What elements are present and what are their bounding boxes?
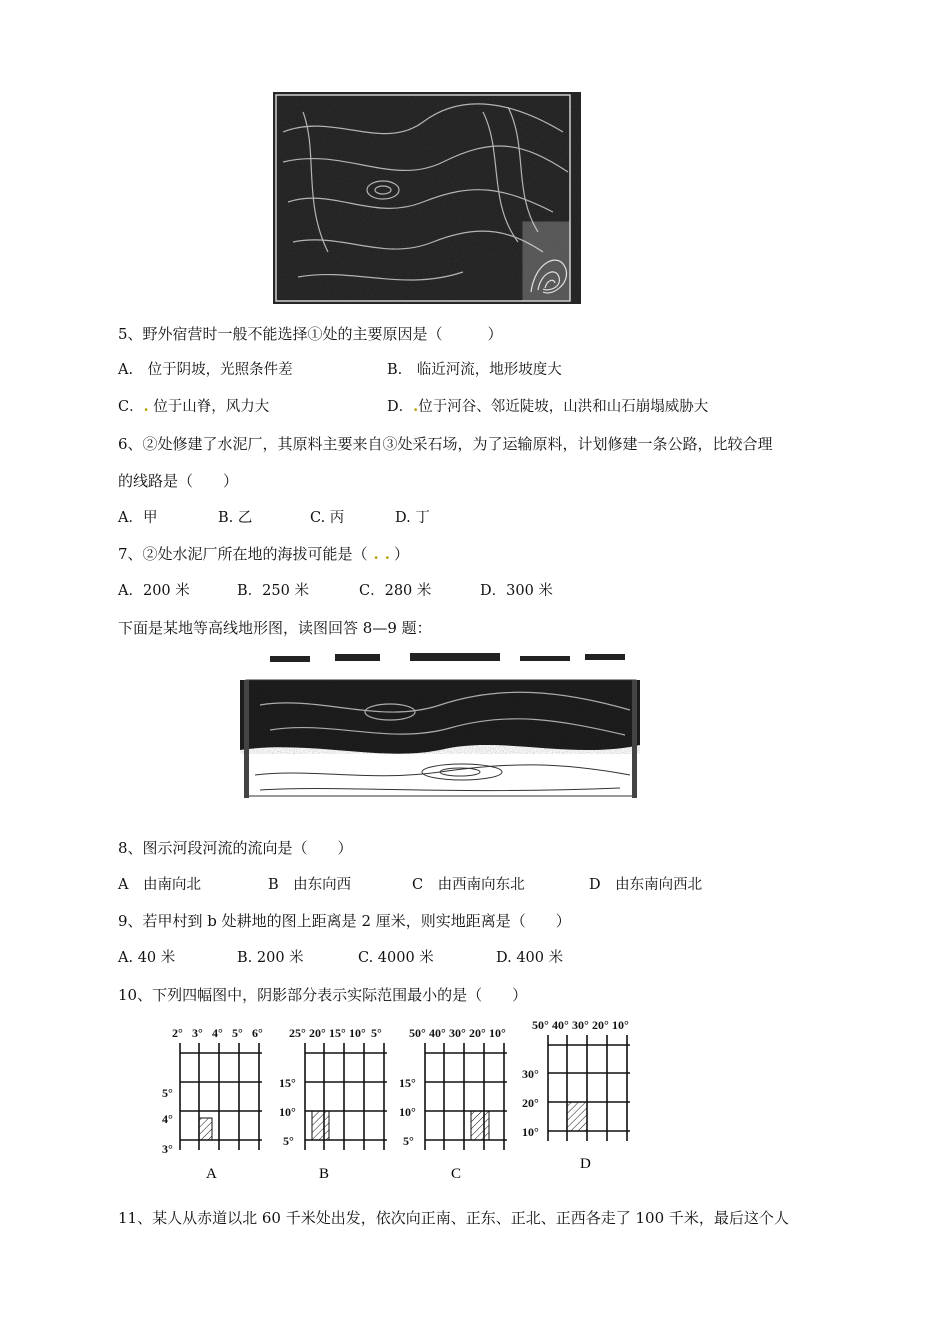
grid-a-top-label: 2°: [172, 1026, 183, 1040]
lat-long-grids-figure: [150, 1015, 650, 1185]
grid-c-top-label: 20°: [469, 1026, 486, 1040]
grid-b-label: B: [319, 1166, 330, 1182]
question-7-option-d: D．300 米: [480, 583, 553, 599]
question-8-option-b-letter: B 由: [268, 877, 308, 893]
question-6-option-a: A．甲: [118, 510, 158, 526]
grid-d-top-label: 50°: [532, 1018, 549, 1032]
grid-b-left-label: 5°: [283, 1134, 294, 1148]
grid-c-top-label: 10°: [489, 1026, 506, 1040]
question-5-option-d-text: 位于河谷、邻近陡坡，山洪和山石崩塌威胁大: [418, 399, 709, 415]
grid-d-left-label: 20°: [522, 1096, 539, 1110]
question-6-stem-line-2: 的线路是（ ）: [118, 472, 239, 490]
grid-c: [399, 1026, 507, 1182]
grid-c-left-label: 10°: [399, 1105, 416, 1119]
question-9-stem: 9、若甲村到 b 处耕地的图上距离是 2 厘米，则实地距离是（ ）: [118, 912, 571, 930]
contour-map-figure-1: [273, 92, 581, 304]
question-7-option-a: A．200 米: [118, 583, 190, 599]
question-7-stem-text: 7、②处水泥厂所在地的海拔可能是（: [118, 545, 368, 563]
grid-d-left-label: 10°: [522, 1125, 539, 1139]
question-9-option-b: B. 200 米: [237, 950, 304, 966]
grid-d-top-label: 40°: [552, 1018, 569, 1032]
question-10-stem: 10、下列四幅图中，阴影部分表示实际范围最小的是（ ）: [118, 986, 528, 1004]
question-5-option-d-letter: D．: [387, 399, 414, 415]
grid-b-left-label: 15°: [279, 1076, 296, 1090]
question-7-stem-end: ）: [394, 545, 410, 563]
grid-b-top-label: 10°: [349, 1026, 366, 1040]
question-5-stem: 5、野外宿营时一般不能选择①处的主要原因是（ ）: [118, 325, 503, 343]
grid-a-left-label: 5°: [162, 1086, 173, 1100]
grid-b-top-label: 5°: [371, 1026, 382, 1040]
question-8-option-c: C 由西南向东北: [412, 877, 525, 893]
grid-c-top-label: 40°: [429, 1026, 446, 1040]
question-11-stem: 11、某人从赤道以北 60 千米处出发，依次向正南、正东、正北、正西各走了 100 千米，最后这个人: [118, 1209, 789, 1227]
question-8-option-a: A 由南向北: [118, 877, 201, 893]
grid-b-left-label: 10°: [279, 1105, 296, 1119]
question-7-option-b: B．250 米: [237, 583, 309, 599]
grid-d-top-label: 10°: [612, 1018, 629, 1032]
grid-d-left-label: 30°: [522, 1067, 539, 1081]
grid-a-top-label: 4°: [212, 1026, 223, 1040]
question-5-option-b: B. 临近河流，地形坡度大: [387, 362, 562, 378]
olive-dot-icon: .: [373, 545, 379, 563]
question-8-option-d: D 由东南向西北: [589, 877, 703, 893]
grid-a-top-label: 3°: [192, 1026, 203, 1040]
question-6-stem-line-1: 6、②处修建了水泥厂，其原料主要来自③处采石场，为了运输原料，计划修建一条公路，比较合理: [118, 435, 773, 453]
grid-a-left-label: 3°: [162, 1142, 173, 1156]
grid-a: [162, 1026, 263, 1182]
grid-a-left-label: 4°: [162, 1112, 173, 1126]
olive-dot-icon: .: [413, 398, 419, 415]
grid-c-top-label: 30°: [449, 1026, 466, 1040]
question-5-option-c: [118, 397, 269, 417]
grid-a-top-label: 6°: [252, 1026, 263, 1040]
question-8-option-b: [268, 875, 351, 895]
grid-b: [279, 1026, 387, 1182]
grid-c-left-label: 5°: [403, 1134, 414, 1148]
grid-d-top-label: 30°: [572, 1018, 589, 1032]
question-5-option-c-letter: C．: [118, 399, 144, 415]
question-7-option-c: C．280 米: [359, 583, 432, 599]
question-6-option-d: D. 丁: [395, 510, 430, 526]
grid-a-top-label: 5°: [232, 1026, 243, 1040]
grid-b-top-label: 15°: [329, 1026, 346, 1040]
grid-d-top-label: 20°: [592, 1018, 609, 1032]
question-8-stem: 8、图示河段河流的流向是（ ）: [118, 839, 353, 857]
question-5-option-a: A. 位于阴坡，光照条件差: [118, 362, 293, 378]
question-5-option-c-text: 位于山脊，风力大: [153, 399, 270, 415]
olive-dot-icon: .: [384, 545, 391, 563]
contour-map-figure-2: [240, 650, 640, 800]
question-9-option-d: D. 400 米: [496, 950, 564, 966]
question-9-option-c: C. 4000 米: [358, 950, 434, 966]
question-6-option-b: B. 乙: [218, 510, 253, 526]
olive-dot-icon: .: [143, 398, 149, 415]
grid-b-top-label: 20°: [309, 1026, 326, 1040]
question-6-option-c: C. 丙: [310, 510, 345, 526]
grid-b-top-label: 25°: [289, 1026, 306, 1040]
question-5-option-d: [387, 397, 708, 417]
intro-questions-8-9: 下面是某地等高线地形图，读图回答 8—9 题：: [118, 619, 432, 637]
question-7-stem: [118, 544, 409, 564]
grid-d-label: D: [580, 1156, 591, 1172]
question-8-option-b-text: 东向西: [307, 877, 352, 893]
grid-c-label: C: [451, 1166, 462, 1182]
question-9-option-a: A. 40 米: [118, 950, 176, 966]
grid-d: [522, 1018, 630, 1172]
grid-c-top-label: 50°: [409, 1026, 426, 1040]
grid-a-label: A: [206, 1166, 217, 1182]
grid-c-left-label: 15°: [399, 1076, 416, 1090]
